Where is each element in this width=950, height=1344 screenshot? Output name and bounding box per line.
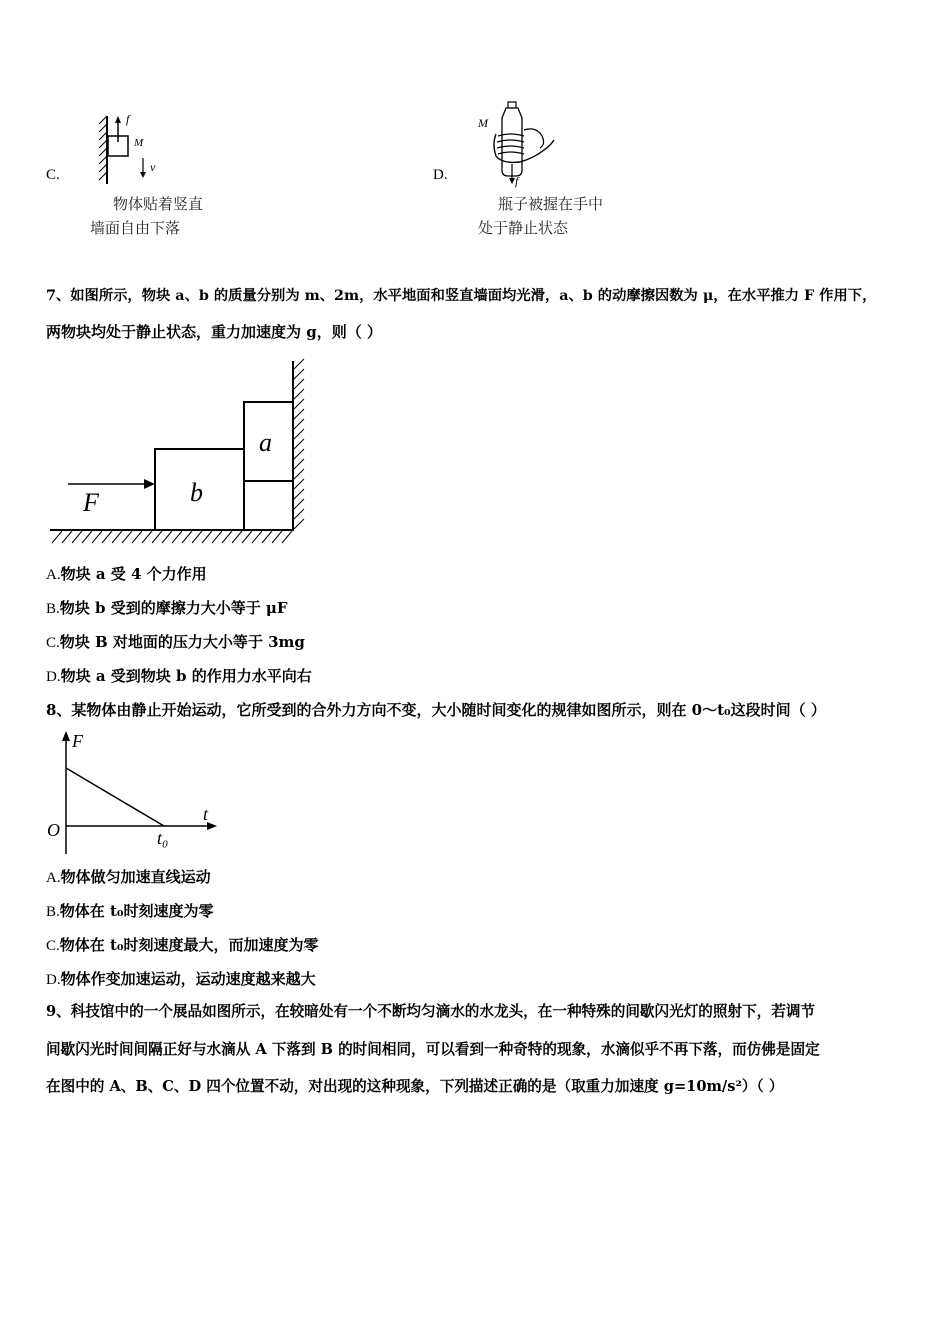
option-text: 物块 B 对地面的压力大小等于 3mg [59,633,305,651]
option-d[interactable] [46,969,316,990]
block-b-label: b [190,478,203,507]
option-text: 物体做匀加速直线运动 [60,868,211,886]
axis-label-t: t [203,804,209,824]
label-m: M [134,137,144,149]
option-text: 物体在 t₀时刻速度为零 [59,902,214,920]
option-c[interactable] [46,935,319,956]
force-f-label: F [83,488,99,517]
question-stem: 8、某物体由静止开始运动，它所受到的合外力方向不变，大小随时间变化的规律如图所示，则在 0～t₀这段时间（ ） [46,701,826,719]
option-letter: D. [46,669,61,685]
option-letter: C. [46,167,60,183]
label-f: f [126,112,130,126]
t0-label: t₀ [157,828,169,848]
option-letter: B. [46,601,60,617]
option-text: 物块 b 受到的摩擦力大小等于 μF [59,599,288,617]
question-stem: 9、科技馆中的一个展品如图所示，在较暗处有一个不断均匀滴水的水龙头，在一种特殊的间歇闪光灯的照射下，若调节 [46,1003,816,1020]
wall-block-figure [95,112,175,192]
label-v: v [150,160,156,174]
figure-caption: 处于静止状态 [478,219,569,237]
option-letter: B. [46,904,60,920]
axis-label-f: F [72,731,83,751]
origin-label: O [47,820,60,840]
option-text: 物体在 t₀时刻速度最大，而加速度为零 [59,936,319,954]
hand-bottle-figure [480,100,560,190]
question-stem: 7、如图所示，物块 a、b 的质量分别为 m、2m，水平地面和竖直墙面均光滑，a、b 的动摩擦因数为 μ，在水平推力 F 作用下， [46,288,877,304]
option-b[interactable] [46,901,214,922]
option-a[interactable] [46,867,211,888]
option-b[interactable] [46,598,288,619]
figure-caption: 物体贴着竖直 [113,195,204,213]
option-text: 物块 a 受 4 个力作用 [60,565,207,583]
option-d[interactable] [46,666,312,687]
option-letter: A. [46,870,61,886]
option-letter: D. [46,972,61,988]
question-stem: 间歇闪光时间间隔正好与水滴从 A 下落到 B 的时间相同，可以看到一种奇特的现象，水滴似乎不再下落，而仿佛是固定 [46,1041,820,1058]
label-m: M [478,116,488,130]
option-letter: D. [433,167,448,183]
question-stem: 在图中的 A、B、C、D 四个位置不动，对出现的这种现象，下列描述正确的是（取重力加速度 g=10m/s²）（ ） [46,1078,784,1095]
blocks-figure [46,355,316,555]
figure-caption: 瓶子被握在手中 [498,195,604,213]
option-letter: A. [46,567,61,583]
option-letter: C. [46,635,60,651]
option-c[interactable] [46,632,305,653]
label-f: f [515,174,519,188]
option-letter: C. [46,938,60,954]
option-a[interactable] [46,564,207,585]
option-text: 物体作变加速运动，运动速度越来越大 [60,970,316,988]
question-stem: 两物块均处于静止状态，重力加速度为 g，则（ ） [46,323,382,341]
block-a-label: a [259,428,272,457]
option-text: 物块 a 受到物块 b 的作用力水平向右 [60,667,312,685]
figure-caption: 墙面自由下落 [90,219,181,237]
